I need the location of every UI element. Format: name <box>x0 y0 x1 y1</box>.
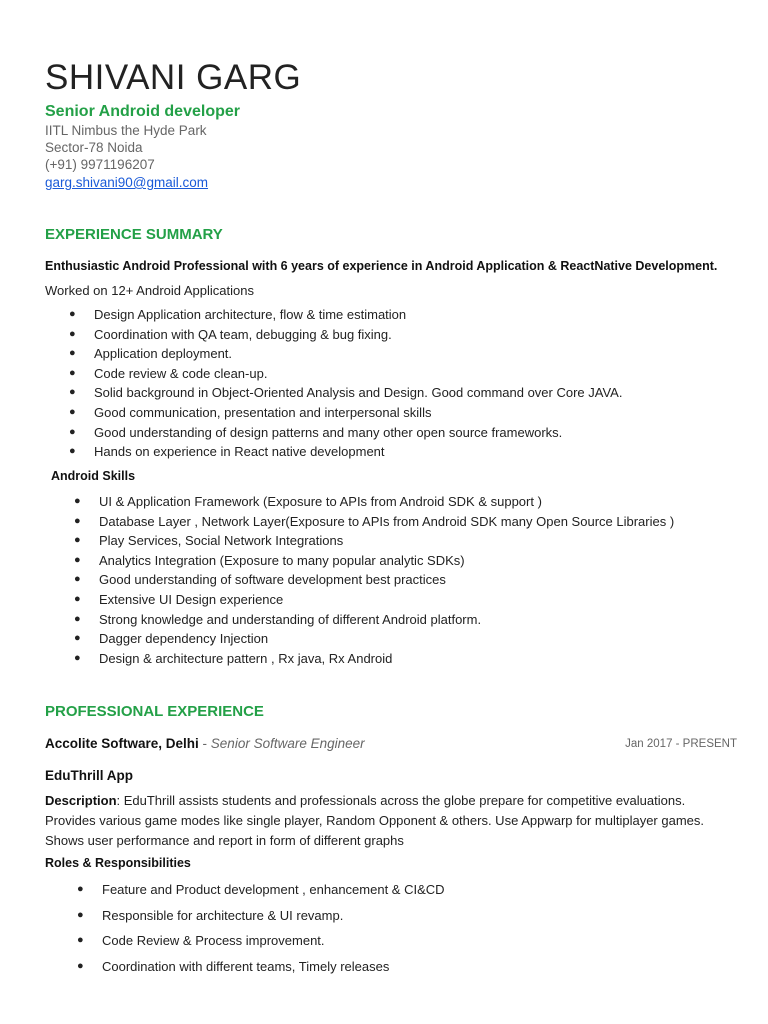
experience-summary-heading: EXPERIENCE SUMMARY <box>45 226 223 243</box>
professional-experience-heading: PROFESSIONAL EXPERIENCE <box>45 703 264 720</box>
bullet-icon: ● <box>77 908 84 921</box>
project-title: EduThrill App <box>45 768 133 783</box>
bullet-icon: ● <box>69 386 76 399</box>
android-skills-heading: Android Skills <box>51 469 136 483</box>
bullet-icon: ● <box>69 405 76 418</box>
job-role: Senior Software Engineer <box>210 736 365 751</box>
address-line-1: IITL Nimbus the Hyde Park <box>45 123 207 138</box>
candidate-name: SHIVANI GARG <box>45 58 302 97</box>
bullet-icon: ● <box>77 959 84 972</box>
bullet-icon: ● <box>77 883 84 895</box>
bullet-icon: ● <box>69 425 76 438</box>
employment-dates: Jan 2017 - PRESENT <box>625 738 737 750</box>
bullet-icon: ● <box>69 445 76 458</box>
bullet-icon: ● <box>74 495 81 507</box>
description-label: Description <box>45 793 117 808</box>
bullet-icon: ● <box>69 308 76 320</box>
bullet-icon: ● <box>69 327 76 340</box>
summary-worked-on: Worked on 12+ Android Applications <box>45 283 254 298</box>
project-description <box>45 791 735 851</box>
bullet-icon: ● <box>77 934 84 946</box>
summary-intro: Enthusiastic Android Professional with 6 years of experience in Android Application & ReactNative Development. <box>45 259 718 273</box>
company-line <box>45 736 365 751</box>
bullet-icon: ● <box>74 573 81 586</box>
job-title: Senior Android developer <box>45 103 240 120</box>
bullet-icon: ● <box>69 347 76 360</box>
bullet-icon: ● <box>74 514 81 527</box>
bullet-icon: ● <box>74 651 81 664</box>
company-name: Accolite Software, Delhi <box>45 736 199 751</box>
bullet-icon: ● <box>74 632 81 645</box>
description-text: : EduThrill assists students and professionals across the globe prepare for competitive evaluations. Provides various game modes like single player, Random Opponent & others. Use Appwarp for multiplayer games. Shows user performance and report in form of different graphs <box>45 793 704 848</box>
bullet-icon: ● <box>74 553 81 566</box>
bullet-icon: ● <box>74 534 81 547</box>
phone-number: (+91) 9971196207 <box>45 157 155 172</box>
roles-heading: Roles & Responsibilities <box>45 856 191 870</box>
address-line-2: Sector-78 Noida <box>45 140 143 155</box>
email-link[interactable]: garg.shivani90@gmail.com <box>45 175 209 190</box>
company-separator: - <box>198 736 211 751</box>
bullet-icon: ● <box>69 366 76 379</box>
bullet-icon: ● <box>74 592 81 605</box>
resume-page: SHIVANI GARG Senior Android developer IITL Nimbus the Hyde Park Sector-78 Noida (+91) 9971196207 garg.shivani90@gmail.com EXPERIENCE SUMMARY Enthusiastic Android Professional with 6 years of experience in Android Application & ReactNative Development. Worked on 12+ Android Applications ● Design Application architecture, flow & time estimation ● Coordination with QA team, debugging & bug fixing. ● Application deployment. ● Code review & code clean-up. ● Solid background in Object-Oriented Analysis and Design. Good command over Core JAVA. ● Good communication, presentation and interpersonal skills ● Good understanding of design patterns and many other open source frameworks. ● Hands on experience in React native development Android Skills ● UI & Application Framework (Exposure to APIs from Android SDK & support ) ● Database Layer , Network Layer(Exposure to APIs from Android SDK many Open Source Libraries ) ● Play Services, Social Network Integrations ● Analytics Integration (Exposure to many popular analytic SDKs) ● Good understanding of software development best practices ● Extensive UI Design experience ● Strong knowledge and understanding of different Android platform. ● Dagger dependency Injection ● Design & architecture pattern , Rx java, Rx Android PROFESSIONAL EXPERIENCE Accolite Software, Delhi - Senior Software Engineer Jan 2017 - PRESENT EduThrill App Description: EduThrill assists students and professionals across the globe prepare for competitive evaluations. Provides various game modes like single player, Random Opponent & others. Use Appwarp for multiplayer games. Shows user performance and report in form of different graphs Roles & Responsibilities ● Feature and Product development , enhancement & CI&CD ● Responsible for architecture & UI revamp. ● Code Review & Process improvement. ● Coordination with different teams, Timely releases <box>0 0 768 1024</box>
bullet-icon: ● <box>74 612 81 625</box>
